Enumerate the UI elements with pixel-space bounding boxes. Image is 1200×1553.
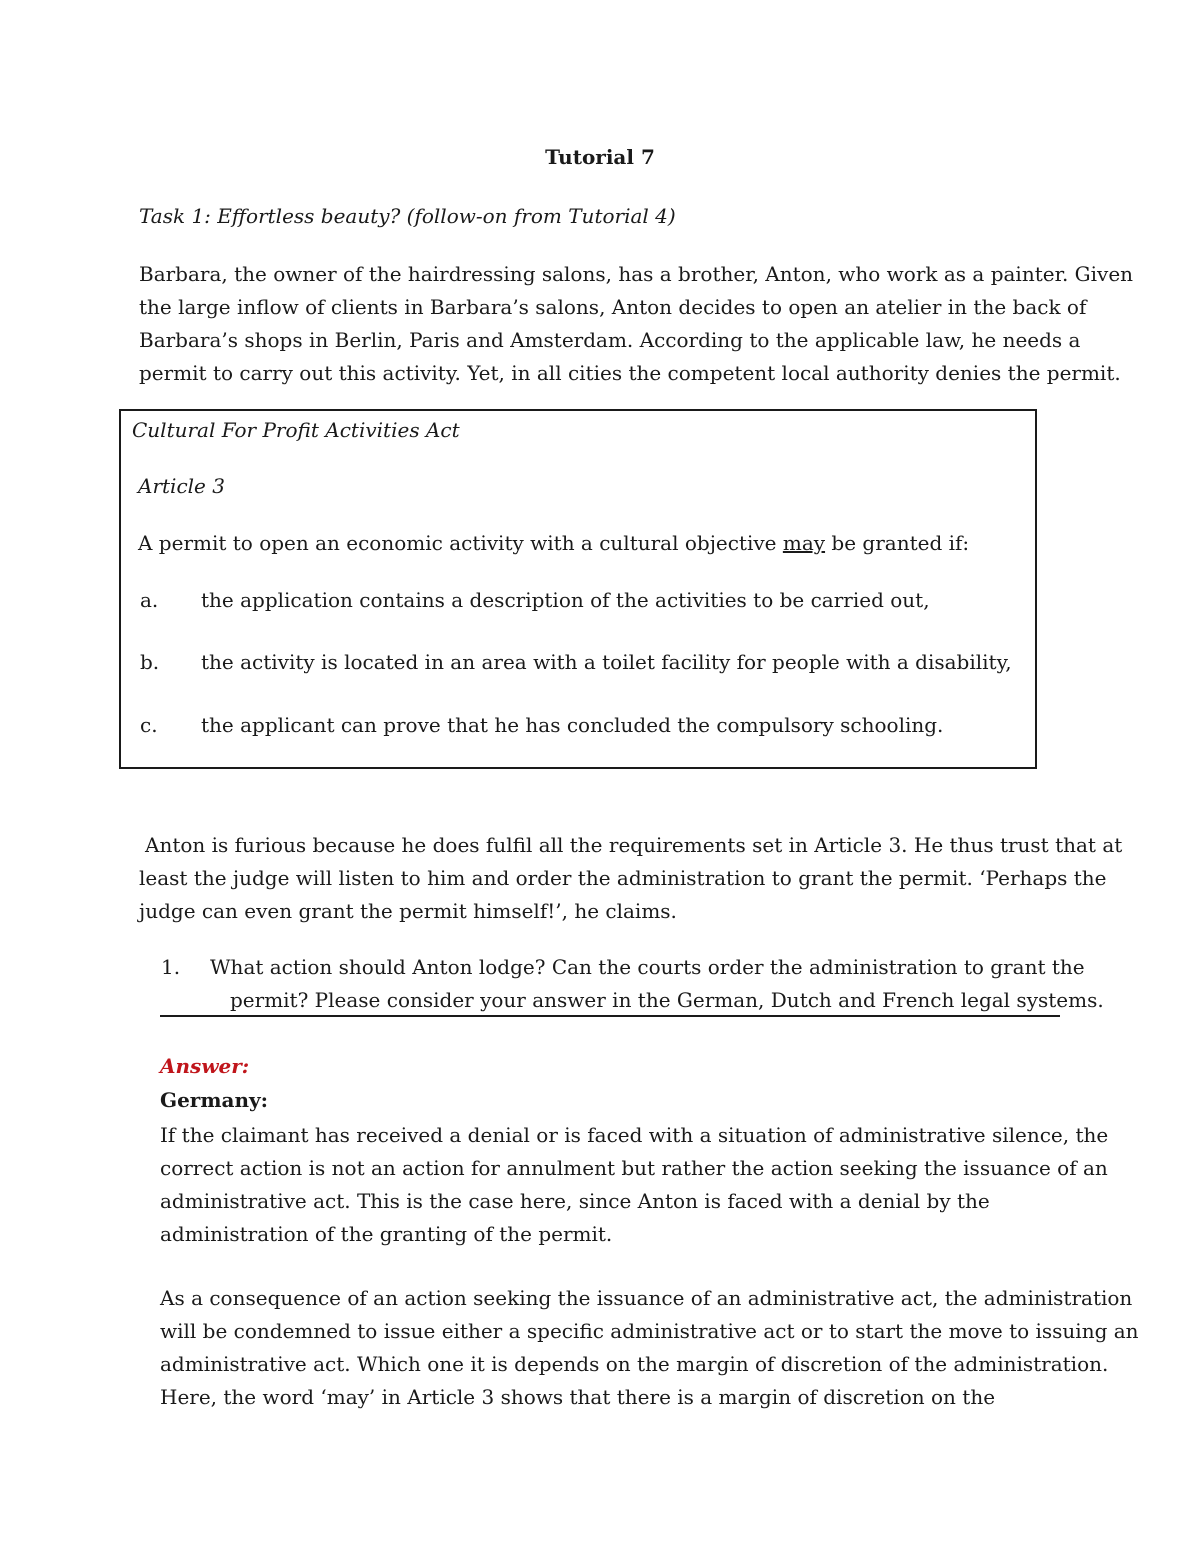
answer-line: administration of the granting of the permit.	[160, 1222, 613, 1246]
answer-line: administrative act. This is the case here, since Anton is faced with a denial by the	[160, 1189, 990, 1213]
anton-paragraph	[139, 829, 1123, 928]
anton-line: least the judge will listen to him and order the administration to grant the permit. ‘Perhaps the	[139, 866, 1107, 890]
answer-line: administrative act. Which one it is depends on the margin of discretion of the administration.	[160, 1352, 1109, 1376]
permit-clause-end: be granted if:	[825, 531, 970, 555]
answer-line: correct action is not an action for annulment but rather the action seeking the issuance of an	[160, 1156, 1108, 1180]
condition-letter: a.	[140, 588, 159, 612]
answer-line: As a consequence of an action seeking the issuance of an administrative act, the administration	[160, 1286, 1133, 1310]
task-heading: Task 1: Effortless beauty? (follow-on from Tutorial 4)	[139, 204, 676, 228]
permit-clause-start: A permit to open an economic activity with a cultural objective	[138, 531, 783, 555]
question-underline	[160, 1015, 1060, 1017]
intro-line: Barbara, the owner of the hairdressing salons, has a brother, Anton, who work as a painter. Given	[139, 262, 1134, 286]
condition-letter: c.	[140, 713, 158, 737]
anton-line: judge can even grant the permit himself!’, he claims.	[139, 899, 677, 923]
condition-text: the application contains a description of the activities to be carried out,	[201, 588, 930, 612]
question-line: What action should Anton lodge? Can the courts order the administration to grant the	[210, 955, 1085, 979]
act-title: Cultural For Profit Activities Act	[132, 418, 460, 442]
page-title: Tutorial 7	[545, 145, 655, 169]
answer-line: Here, the word ‘may’ in Article 3 shows that there is a margin of discretion on the	[160, 1385, 996, 1409]
answer-line: will be condemned to issue either a specific administrative act or to start the move to issuing an	[160, 1319, 1139, 1343]
permit-clause	[138, 531, 969, 555]
country-heading-germany: Germany:	[160, 1088, 269, 1112]
anton-line: Anton is furious because he does fulfil all the requirements set in Article 3. He thus trust that at	[145, 833, 1123, 857]
answer-paragraph	[160, 1119, 1109, 1251]
intro-line: Barbara’s shops in Berlin, Paris and Amsterdam. According to the applicable law, he needs a	[139, 328, 1081, 352]
permit-may-word: may	[782, 531, 826, 555]
article-heading: Article 3	[138, 474, 225, 498]
intro-paragraph	[139, 258, 1134, 390]
condition-text: the applicant can prove that he has concluded the compulsory schooling.	[201, 713, 944, 737]
answer-label: Answer:	[160, 1054, 250, 1078]
answer-line: If the claimant has received a denial or is faced with a situation of administrative silence, the	[160, 1123, 1109, 1147]
question-line: permit? Please consider your answer in the German, Dutch and French legal systems.	[230, 988, 1104, 1012]
intro-line: permit to carry out this activity. Yet, in all cities the competent local authority denies the permit.	[139, 361, 1121, 385]
answer-paragraph	[160, 1282, 1139, 1414]
condition-text: the activity is located in an area with a toilet facility for people with a disability,	[201, 650, 1012, 674]
condition-letter: b.	[140, 650, 160, 674]
intro-line: the large inflow of clients in Barbara’s salons, Anton decides to open an atelier in the back of	[139, 295, 1087, 319]
question-number: 1.	[161, 955, 181, 979]
